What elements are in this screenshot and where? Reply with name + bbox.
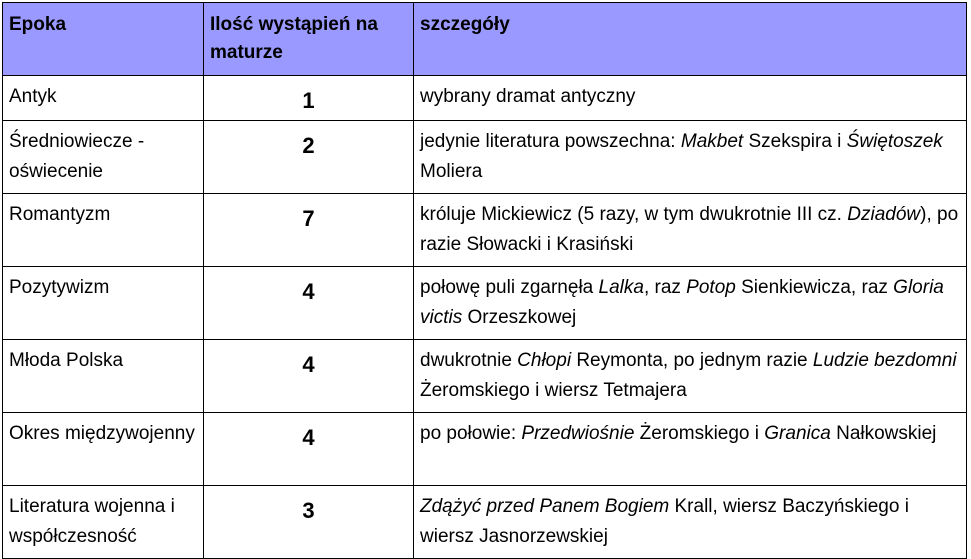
details-text: jedynie literatura powszechna: <box>420 131 681 152</box>
details-cell <box>414 486 967 559</box>
details-text: króluje Mickiewicz (5 razy, w tym dwukrotnie III cz. <box>420 204 848 225</box>
details-text: wybrany dramat antyczny <box>420 86 636 107</box>
epoch-cell: Średniowiecze - oświecenie <box>3 121 204 194</box>
table-row <box>3 413 967 486</box>
details-cell <box>414 194 967 267</box>
count-cell: 4 <box>204 413 414 486</box>
epoch-cell: Młoda Polska <box>3 340 204 413</box>
epoch-cell: Literatura wojenna i współczesność <box>3 486 204 559</box>
details-text: , raz <box>643 277 687 298</box>
header-row <box>3 3 967 76</box>
details-cell <box>414 76 967 121</box>
details-text: Orzeszkowej <box>462 307 577 328</box>
count-cell: 4 <box>204 267 414 340</box>
header-details: szczegóły <box>414 3 967 76</box>
details-text: Nałkowskiej <box>830 423 937 444</box>
details-text: Żeromskiego i wiersz Tetmajera <box>420 380 687 401</box>
details-cell <box>414 121 967 194</box>
table-row <box>3 121 967 194</box>
details-title: Granica <box>764 423 831 444</box>
details-text: Krall, wiersz Baczyńskiego i wiersz Jasnorzewskiej <box>420 496 909 547</box>
count-cell: 3 <box>204 486 414 559</box>
details-text: Szekspira i <box>743 131 847 152</box>
details-cell <box>414 340 967 413</box>
details-text: dwukrotnie <box>420 350 518 371</box>
table-row <box>3 76 967 121</box>
details-text: po połowie: <box>420 423 522 444</box>
details-title: Lalka <box>598 277 644 298</box>
details-title: Potop <box>686 277 736 298</box>
table-row <box>3 267 967 340</box>
details-title: Przedwiośnie <box>521 423 635 444</box>
table-row <box>3 340 967 413</box>
details-text: Reymonta, po jednym razie <box>571 350 813 371</box>
header-epoch: Epoka <box>3 3 204 76</box>
epoch-cell: Romantyzm <box>3 194 204 267</box>
details-title: Chłopi <box>517 350 572 371</box>
details-title: Świętoszek <box>846 131 943 152</box>
table-row <box>3 486 967 559</box>
count-cell: 2 <box>204 121 414 194</box>
details-title: Dziadów <box>847 204 921 225</box>
details-text: ), po razie Słowacki i Krasiński <box>420 204 959 255</box>
details-title: Ludzie bezdomni <box>812 350 957 371</box>
details-cell <box>414 413 967 486</box>
details-cell <box>414 267 967 340</box>
count-cell: 1 <box>204 76 414 121</box>
table-body <box>3 76 967 559</box>
epoch-cell: Antyk <box>3 76 204 121</box>
epoch-cell: Pozytywizm <box>3 267 204 340</box>
details-title: Makbet <box>680 131 744 152</box>
epoch-cell: Okres międzywojenny <box>3 413 204 486</box>
count-cell: 7 <box>204 194 414 267</box>
details-text: Moliera <box>420 161 483 182</box>
details-text: połowę puli zgarnęła <box>420 277 599 298</box>
table-row <box>3 194 967 267</box>
details-title: Gloria victis <box>420 277 944 328</box>
details-text: Żeromskiego i <box>634 423 765 444</box>
header-count: Ilość wystąpień na maturze <box>204 3 414 76</box>
table-header <box>3 3 967 76</box>
details-text: Sienkiewicza, raz <box>735 277 894 298</box>
details-title: Zdążyć przed Panem Bogiem <box>420 496 670 517</box>
count-cell: 4 <box>204 340 414 413</box>
matura-epochs-table <box>2 2 967 559</box>
